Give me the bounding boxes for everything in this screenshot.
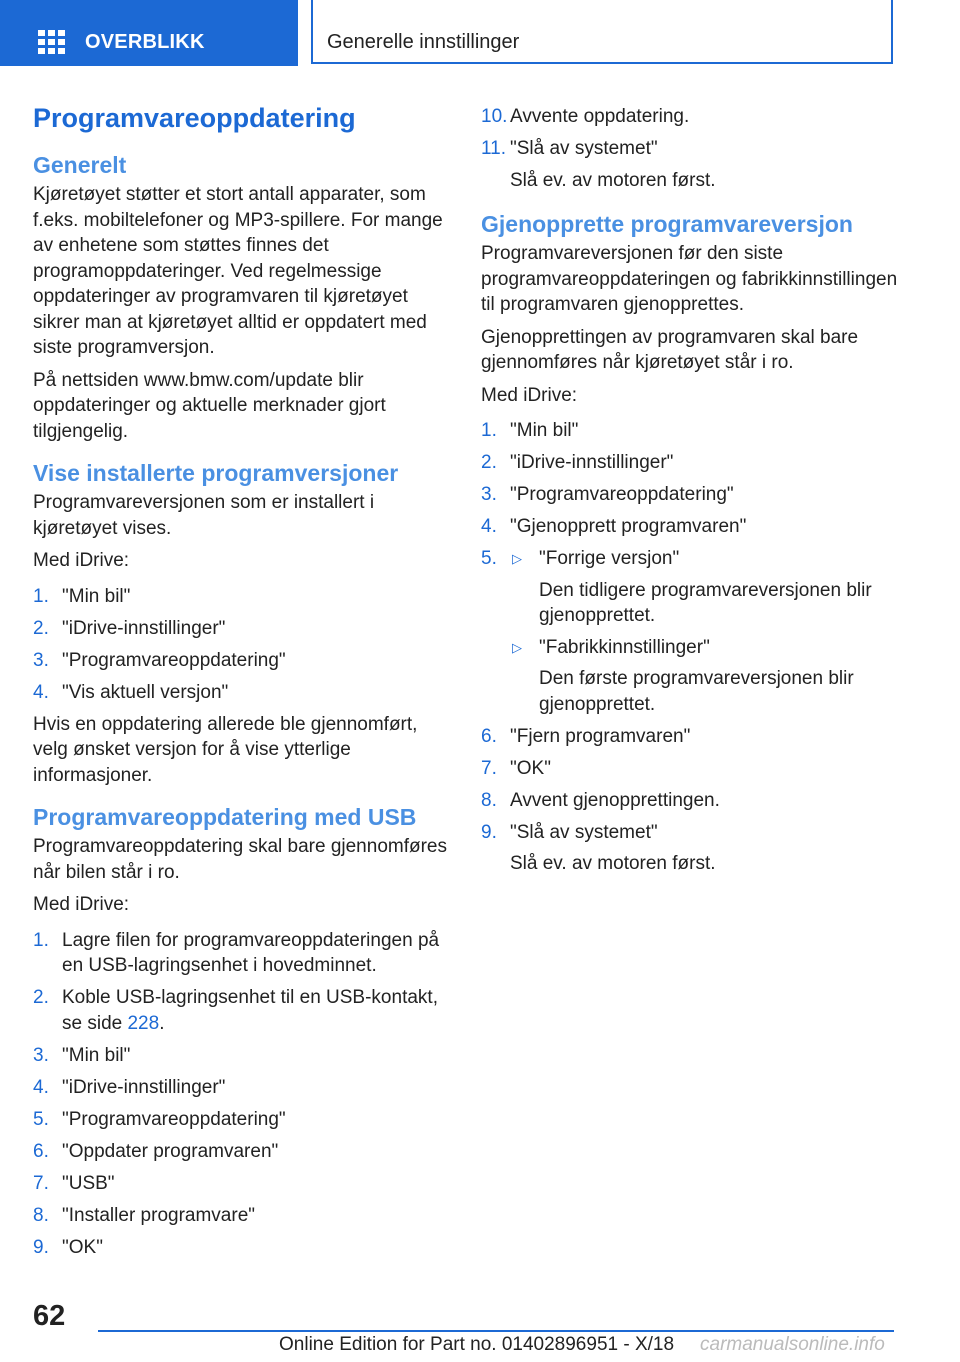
list-item xyxy=(33,616,451,642)
paragraph: Programvareoppdatering skal bare gjennomføres når bilen står i ro. xyxy=(33,836,447,883)
list-item xyxy=(481,450,899,476)
right-column xyxy=(481,104,899,883)
paragraph: Kjøretøyet støtter et stort antall apparater, som f.eks. mobiltelefoner og MP3-spillere. For mange av enhetene som støttes finnes det programoppdateringer. Ved regelmessige oppdateringer av programvaren til kjøretøyet sikrer man at kjøretøyet alltid er oppdatert med siste programversjon. xyxy=(33,184,443,358)
page-header xyxy=(0,0,960,66)
step-text: "OK" xyxy=(510,757,551,779)
step-number: 1. xyxy=(481,420,497,441)
list-item xyxy=(481,756,899,782)
list-item xyxy=(481,104,899,130)
option-label: "Forrige versjon" xyxy=(539,548,680,569)
step-number: 7. xyxy=(33,1172,49,1194)
option-description: Den tidligere programvareversjonen blir gjenopprettet. xyxy=(539,579,872,626)
step-text: "iDrive-innstillinger" xyxy=(62,1076,226,1098)
section-heading-general: Generelt xyxy=(33,152,127,178)
paragraph: Programvareversjonen som er installert i kjøretøyet vises. xyxy=(33,492,375,539)
list-item xyxy=(481,418,899,444)
steps-list-usb-continued xyxy=(481,104,899,193)
step-text: "Min bil" xyxy=(510,420,579,441)
step-number: 9. xyxy=(33,1236,49,1258)
step-note: Slå ev. av motoren først. xyxy=(510,853,716,874)
step-text: "Programvareoppdatering" xyxy=(62,1108,286,1130)
list-item xyxy=(33,1107,451,1133)
step-text: Lagre filen for programvareoppdateringen på en USB-lagringsenhet i hovedminnet. xyxy=(62,929,440,976)
footer-divider xyxy=(98,1330,894,1332)
step-text: "iDrive-innstillinger" xyxy=(510,452,674,473)
step-number: 1. xyxy=(33,929,49,951)
step-number: 10. xyxy=(481,106,508,127)
step-text: "Slå av systemet" xyxy=(510,821,658,843)
list-item xyxy=(481,724,899,750)
page-number: 62 xyxy=(33,1300,66,1332)
paragraph: Gjenopprettingen av programvaren skal bare gjennomføres når kjøretøyet står i ro. xyxy=(481,326,859,373)
step-text: "Slå av systemet" xyxy=(510,138,658,159)
section-tab-label: Generelle innstillinger xyxy=(327,31,520,53)
list-item xyxy=(481,546,899,717)
step-text: Avvente oppdatering. xyxy=(510,106,690,127)
step-number: 5. xyxy=(33,1108,49,1130)
step-text: "Oppdater programvaren" xyxy=(62,1140,279,1162)
grid-menu-icon xyxy=(38,30,66,54)
list-item xyxy=(33,928,451,979)
section-heading-usb-update: Programvareoppdatering med USB xyxy=(33,804,417,830)
step-number: 1. xyxy=(33,585,49,607)
overview-tab[interactable] xyxy=(0,0,298,66)
page-reference-link[interactable]: 228 xyxy=(127,1012,160,1034)
step-number: 2. xyxy=(481,452,497,473)
footer-edition: Online Edition for Part no. 01402896951 - X/18 xyxy=(279,1334,675,1355)
section-tab[interactable] xyxy=(311,0,893,64)
section-heading-installed-versions: Vise installerte programversjoner xyxy=(33,460,399,486)
step-number: 9. xyxy=(481,821,497,843)
paragraph: Hvis en oppdatering allerede ble gjennomført, velg ønsket versjon for å vise ytterlige informasjoner. xyxy=(33,713,418,786)
step-number: 2. xyxy=(33,617,49,639)
page-title: Programvareoppdatering xyxy=(33,103,356,133)
step-number: 8. xyxy=(33,1204,49,1226)
steps-list-installed xyxy=(33,584,451,706)
step-number: 4. xyxy=(33,1076,49,1098)
step-number: 11. xyxy=(481,138,507,159)
list-item xyxy=(481,820,899,877)
list-item xyxy=(481,514,899,540)
step-number: 6. xyxy=(481,725,497,747)
triangle-right-icon: ▷ xyxy=(512,551,522,566)
list-item xyxy=(481,482,899,508)
step-note: Slå ev. av motoren først. xyxy=(510,169,716,191)
step-number: 5. xyxy=(481,548,497,569)
step-number: 3. xyxy=(481,484,497,505)
left-column xyxy=(33,100,451,1267)
step-text: "Programvareoppdatering" xyxy=(62,649,286,671)
step-text: "Vis aktuell versjon" xyxy=(62,681,229,703)
step-text: "Fjern programvaren" xyxy=(510,725,691,747)
step-number: 4. xyxy=(481,516,497,537)
step-number: 4. xyxy=(33,681,49,703)
list-item xyxy=(481,136,899,193)
step-text: Koble USB-lagringsenhet til en USB-kontakt, se side xyxy=(62,987,438,1034)
paragraph: Med iDrive: xyxy=(481,384,578,406)
list-item xyxy=(33,584,451,610)
step-text: Avvent gjenopprettingen. xyxy=(510,789,720,811)
list-item xyxy=(33,1235,451,1261)
option-item xyxy=(510,546,899,629)
list-item xyxy=(33,1139,451,1165)
step-text-end: . xyxy=(159,1012,165,1034)
list-item xyxy=(33,1203,451,1229)
list-item xyxy=(33,985,451,1036)
step-number: 3. xyxy=(33,1044,49,1066)
step-text: "Installer programvare" xyxy=(62,1204,256,1226)
overview-tab-label: OVERBLIKK xyxy=(85,31,205,53)
step-text: "iDrive-innstillinger" xyxy=(62,617,226,639)
option-description: Den første programvareversjonen blir gjenopprettet. xyxy=(539,668,854,715)
list-item xyxy=(33,1043,451,1069)
step-text: "OK" xyxy=(62,1236,103,1258)
list-item xyxy=(33,1075,451,1101)
step-number: 2. xyxy=(33,987,49,1008)
paragraph: Programvareversjonen før den siste programvareoppdateringen og fabrikkinnstillingen til programvaren gjenopprettes. xyxy=(481,243,898,315)
step-text: "Min bil" xyxy=(62,1044,131,1066)
paragraph: På nettsiden www.bmw.com/update blir oppdateringer og aktuelle merknader gjort tilgjengelig. xyxy=(33,369,386,442)
step-text: "USB" xyxy=(62,1172,115,1194)
steps-list-usb xyxy=(33,928,451,1261)
section-heading-restore: Gjenopprette programvareversjon xyxy=(481,211,853,237)
paragraph: Med iDrive: xyxy=(33,894,130,915)
paragraph: Med iDrive: xyxy=(33,550,130,571)
list-item xyxy=(33,648,451,674)
option-label: "Fabrikkinnstillinger" xyxy=(539,636,710,658)
step-number: 7. xyxy=(481,757,497,779)
list-item xyxy=(33,680,451,706)
step-text: "Gjenopprett programvaren" xyxy=(510,516,747,537)
list-item xyxy=(481,788,899,814)
triangle-right-icon: ▷ xyxy=(512,639,522,655)
step-number: 6. xyxy=(33,1140,49,1162)
step-number: 8. xyxy=(481,789,497,811)
step-number: 3. xyxy=(33,649,49,671)
step-text: "Min bil" xyxy=(62,585,131,607)
option-item xyxy=(510,635,899,718)
steps-list-restore xyxy=(481,418,899,877)
step-text: "Programvareoppdatering" xyxy=(510,484,734,505)
watermark: carmanualsonline.info xyxy=(700,1334,885,1355)
list-item xyxy=(33,1171,451,1197)
